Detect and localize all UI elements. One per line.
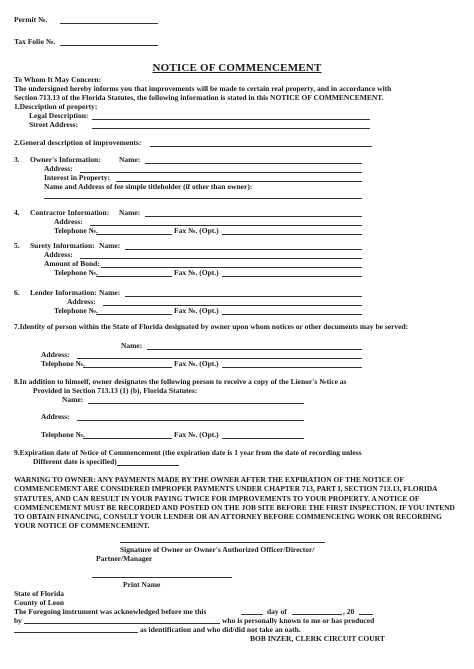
surety-name-label: Name:: [99, 241, 121, 250]
expiration-date-field[interactable]: [117, 465, 179, 466]
surety-telephone-label: Telephone №.: [54, 268, 98, 277]
by-label: by: [14, 616, 22, 625]
year-prefix: , 20: [343, 607, 355, 616]
section-9-line-1: 9.Expiration date of №tice of Commencement (the expiration date is 1 year from the date of recording unless: [14, 448, 362, 457]
surety-telephone-field[interactable]: [96, 276, 172, 277]
lender-address-field[interactable]: [103, 305, 362, 306]
document-title: NOTICE OF COMMENCEMENT: [152, 62, 322, 74]
lender-address-label: Address:: [67, 297, 96, 306]
intro-line-2: Section 713.13 of the Florida Statutes, the following information is stated in this NOTICE OF COMMENCEMENT.: [14, 93, 384, 102]
print-name-label: Print Name: [123, 580, 161, 589]
designee-address-label: Address:: [41, 350, 70, 359]
identification-text: as identification and who did/did not take an oath.: [140, 625, 301, 634]
signature-label-line-2: Partner/Manager: [96, 554, 153, 563]
owner-name-label: Name:: [119, 155, 141, 164]
acknowledged-text: The Foregoing instrument was acknowledged before me this: [14, 607, 207, 616]
contractor-address-label: Address:: [54, 217, 83, 226]
copy-recipient-name-label: Name:: [62, 395, 84, 404]
section-8-line-2: Provided in Section 713.13 (1) (b), Florida Statutes:: [33, 386, 198, 395]
ack-by-field[interactable]: [24, 623, 220, 624]
county-label: County of Leon: [14, 598, 65, 607]
section-3-number: 3.: [14, 155, 20, 164]
section-4-number: 4.: [14, 208, 20, 217]
owner-address-field[interactable]: [80, 172, 362, 173]
copy-recipient-fax-field[interactable]: [222, 438, 304, 439]
clerk-name: BOB INZER, CLERK CIRCUIT COURT: [250, 634, 385, 643]
contractor-fax-field[interactable]: [222, 234, 362, 235]
section-9-line-2: Different date is specified): [33, 457, 117, 466]
contractor-info-heading: Contractor Information:: [30, 208, 110, 217]
copy-recipient-address-label: Address:: [41, 412, 70, 421]
section-6-number: 6.: [14, 288, 20, 297]
signature-label-line-1: Signature of Owner or Owner's Authorized Officer/Director/: [120, 545, 315, 554]
contractor-telephone-field[interactable]: [96, 234, 172, 235]
surety-info-heading: Surety Information:: [30, 241, 95, 250]
lender-name-field[interactable]: [125, 296, 362, 297]
section-8-line-1: 8.In addition to himself, owner designates the following person to receive a copy of the Lienor's №tice as: [14, 377, 347, 386]
ack-day-field[interactable]: [241, 614, 263, 615]
tax-folio-label: Tax Folio №.: [14, 37, 56, 46]
surety-address-label: Address:: [44, 250, 73, 259]
surety-name-field[interactable]: [125, 249, 362, 250]
section-2-heading: 2.General description of improvements:: [14, 138, 142, 147]
day-of-label: day of: [267, 607, 287, 616]
copy-recipient-address-field[interactable]: [77, 420, 304, 421]
designee-name-label: Name:: [121, 341, 143, 350]
personally-known-text: who is personally known to me or has produced: [222, 616, 375, 625]
street-address-field[interactable]: [92, 128, 370, 129]
owner-name-field[interactable]: [145, 163, 362, 164]
lender-fax-label: Fax №. (Opt.): [174, 306, 219, 315]
contractor-telephone-label: Telephone №.: [54, 226, 98, 235]
surety-fax-label: Fax №. (Opt.): [174, 268, 219, 277]
signature-field[interactable]: [120, 542, 325, 543]
designee-telephone-field[interactable]: [83, 367, 172, 368]
legal-description-label: Legal Description:: [29, 111, 89, 120]
lender-telephone-label: Telephone №.: [54, 306, 98, 315]
bond-amount-label: Amount of Bond:: [44, 259, 100, 268]
designee-fax-field[interactable]: [222, 367, 362, 368]
section-5-number: 5.: [14, 241, 20, 250]
contractor-name-field[interactable]: [145, 216, 362, 217]
warning-to-owner: WARNING TO OWNER: ANY PAYMENTS MADE BY THE OWNER AFTER THE EXPIRATION OF THE NOTICE OF COMMENCEMENT ARE CONSIDERED IMPROPER PAYMENTS UNDER CHAPTER 713, PART I, SECTION 713.13, FLORIDA STATUTES, AND CAN RESULT IN YOUR PAYING TWICE FOR IMPROVEMENTS TO YOUR PROPERTY. A NOTICE OF COMMENCEMENT MUST BE RECORDED AND POSTED ON THE JOB SITE BEFORE THE FIRST INSPECTION. IF YOU INTEND TO OBTAIN FINANCING, CONSULT YOUR LENDER OR AN ATTORNEY BEFORE COMMENCEING WORK OR RECORDING YOUR NOTICE OF COMMENCEMENT.: [14, 475, 455, 531]
improvements-field[interactable]: [150, 146, 372, 147]
designee-fax-label: Fax №. (Opt.): [174, 359, 219, 368]
fee-simple-label: Name and Address of fee simple titleholder (if other than owner):: [44, 182, 253, 191]
copy-recipient-fax-label: Fax №. (Opt.): [174, 430, 219, 439]
lender-telephone-field[interactable]: [96, 314, 172, 315]
bond-amount-field[interactable]: [101, 267, 362, 268]
legal-description-field[interactable]: [92, 119, 370, 120]
section-7-heading: 7.Identity of person within the State of Florida designated by owner upon whom notices or other documents may be served:: [14, 322, 409, 331]
ack-year-field[interactable]: [359, 614, 373, 615]
copy-recipient-telephone-label: Telephone №.: [41, 430, 85, 439]
lender-name-label: Name:: [99, 288, 121, 297]
intro-line-1: The undersigned hereby informs you that improvements will be made to certain real property, and in accordance with: [14, 84, 392, 93]
designee-telephone-label: Telephone №.: [41, 359, 85, 368]
lender-info-heading: Lender Information:: [30, 288, 97, 297]
designee-name-field[interactable]: [147, 349, 362, 350]
identification-field[interactable]: [14, 632, 138, 633]
permit-label: Permit №.: [14, 15, 48, 24]
owner-address-label: Address:: [44, 164, 73, 173]
designee-address-field[interactable]: [77, 358, 362, 359]
permit-number-field[interactable]: [60, 23, 158, 24]
copy-recipient-name-field[interactable]: [88, 403, 304, 404]
contractor-address-field[interactable]: [90, 225, 362, 226]
contractor-fax-label: Fax №. (Opt.): [174, 226, 219, 235]
ack-month-field[interactable]: [292, 614, 342, 615]
print-name-field[interactable]: [92, 577, 232, 578]
interest-label: Interest in Property:: [44, 173, 110, 182]
street-address-label: Street Address:: [29, 120, 79, 129]
copy-recipient-telephone-field[interactable]: [83, 438, 172, 439]
owner-info-heading: Owner's Information:: [30, 155, 101, 164]
surety-fax-field[interactable]: [222, 276, 362, 277]
salutation: To Whom It May Concern:: [14, 75, 102, 84]
tax-folio-field[interactable]: [60, 45, 158, 46]
surety-address-field[interactable]: [80, 258, 362, 259]
contractor-name-label: Name:: [119, 208, 141, 217]
lender-fax-field[interactable]: [222, 314, 362, 315]
fee-simple-field[interactable]: [44, 198, 362, 199]
section-1-heading: 1.Description of property:: [14, 102, 98, 111]
state-label: State of Florida: [14, 589, 64, 598]
